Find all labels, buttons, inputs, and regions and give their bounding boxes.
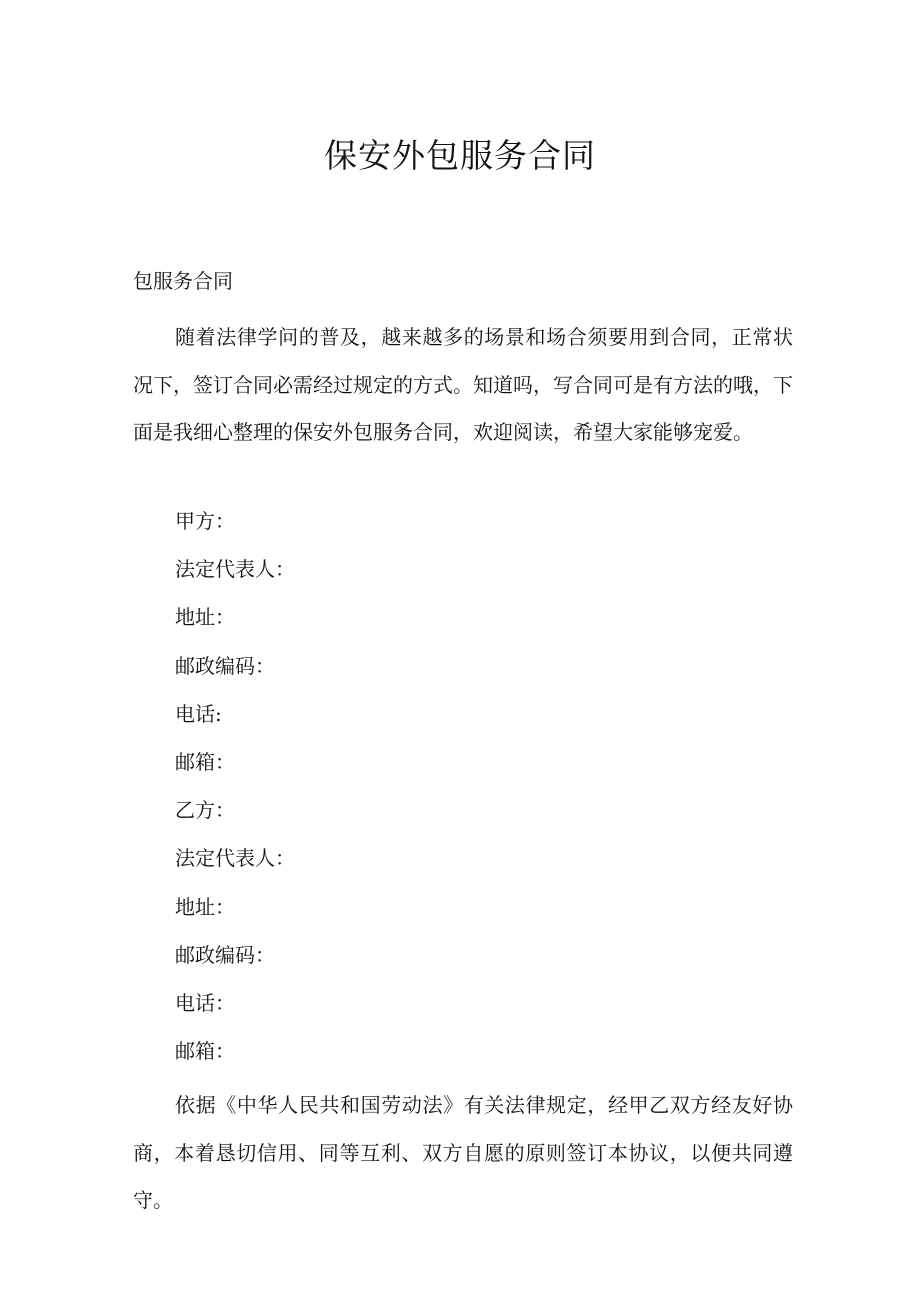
field-party-b-email: 邮箱： [175, 1039, 235, 1064]
party-fields-list [175, 505, 295, 1083]
intro-paragraph: 随着法律学问的普及，越来越多的场景和场合须要用到合同，正常状况下，签订合同必需经过规定的方式。知道吗，写合同可是有方法的哦，下面是我细心整理的保安外包服务合同，欢迎阅读，希望大家能够宠爱。 [133, 325, 793, 444]
field-party-b: 乙方： [175, 798, 235, 823]
field-party-b-phone: 电话： [175, 990, 235, 1015]
field-party-a-legal-representative: 法定代表人： [175, 557, 295, 582]
field-party-b-address: 地址： [175, 894, 235, 919]
field-party-b-legal-representative: 法定代表人： [175, 846, 295, 871]
field-party-a-phone: 电话: [175, 701, 222, 726]
document-title: 保安外包服务合同 [324, 136, 596, 175]
basis-paragraph: 依据《中华人民共和国劳动法》有关法律规定，经甲乙双方经友好协商，本着恳切信用、同等互利、双方自愿的原则签订本协议，以便共同遵守。 [133, 1093, 793, 1212]
field-party-a-postal-code: 邮政编码： [175, 653, 275, 678]
document-subtitle: 包服务合同 [133, 269, 233, 293]
field-party-b-postal-code: 邮政编码： [175, 942, 275, 967]
field-party-a-address: 地址： [175, 605, 235, 630]
field-party-a-email: 邮箱： [175, 749, 235, 774]
field-party-a: 甲方： [175, 509, 235, 533]
